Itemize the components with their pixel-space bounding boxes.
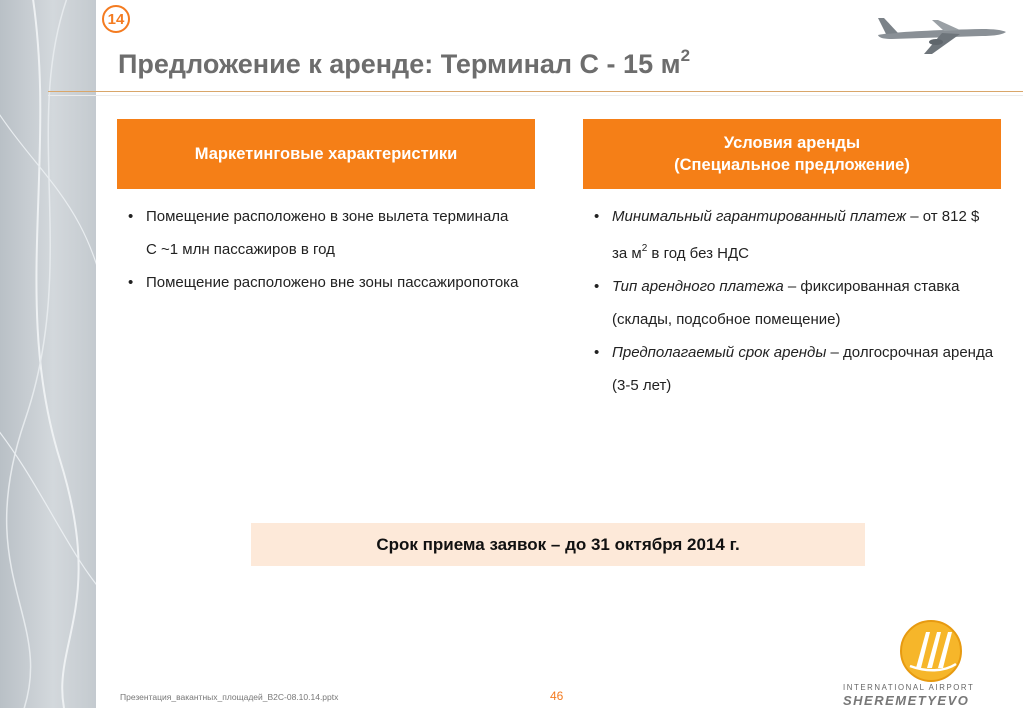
left-decorative-band — [0, 0, 96, 708]
marketing-header — [117, 119, 535, 189]
term-value-tail: в год без НДС — [647, 245, 749, 262]
bullet-dot: • — [128, 274, 134, 291]
footer-page-number: 46 — [550, 689, 564, 703]
page-title — [118, 48, 690, 80]
deadline-banner — [251, 523, 865, 566]
logo-caption: INTERNATIONAL AIRPORT — [843, 683, 975, 692]
bullet-dot: • — [128, 208, 134, 225]
term-name: Минимальный гарантированный платеж — [612, 208, 907, 225]
deadline-text: Срок приема заявок – до 31 октября 2014 г. — [376, 534, 740, 554]
term-superscript: 2 — [641, 243, 648, 254]
marketing-list — [120, 200, 520, 299]
term-name: Тип арендного платежа — [612, 278, 784, 295]
airplane-icon — [872, 8, 1012, 58]
title-divider — [48, 91, 1023, 92]
bullet-dot: • — [594, 344, 600, 361]
list-item — [586, 336, 996, 402]
marketing-bullet-text: Помещение расположено вне зоны пассажиропотока — [146, 274, 519, 291]
logo-name: SHEREMETYEVO — [843, 693, 970, 708]
term-value: – фиксированная ставка (склады, подсобное помещение) — [612, 278, 960, 328]
footer-filename: Презентация_вакантных_площадей_B2C-08.10.14.pptx — [120, 692, 339, 702]
term-name: Предполагаемый срок аренды — [612, 344, 827, 361]
list-item — [586, 200, 996, 270]
slide-number-badge: 14 — [102, 5, 130, 33]
term-value: – от 812 $ за м — [612, 208, 980, 262]
marketing-header-label: Маркетинговые характеристики — [194, 145, 458, 163]
bullet-dot: • — [594, 208, 600, 225]
marketing-bullet-text: Помещение расположено в зоне вылета терминала С ~1 млн пассажиров в год — [146, 208, 509, 258]
rent-terms-header-line2: (Специальное предложение) — [674, 156, 910, 174]
term-value: – долгосрочная аренда (3-5 лет) — [612, 344, 994, 394]
airport-logo-icon — [896, 620, 966, 682]
list-item — [120, 200, 520, 266]
rent-terms-list — [586, 200, 996, 402]
rent-terms-header — [583, 119, 1001, 189]
page-title-text: Предложение к аренде: Терминал С - 15 м — [118, 49, 681, 79]
band-pattern — [0, 0, 96, 708]
bullet-dot: • — [594, 278, 600, 295]
list-item — [586, 270, 996, 336]
list-item — [120, 266, 520, 299]
title-divider-secondary — [48, 95, 1023, 96]
page-title-superscript: 2 — [680, 46, 691, 65]
rent-terms-header-line1: Условия аренды — [723, 134, 861, 152]
